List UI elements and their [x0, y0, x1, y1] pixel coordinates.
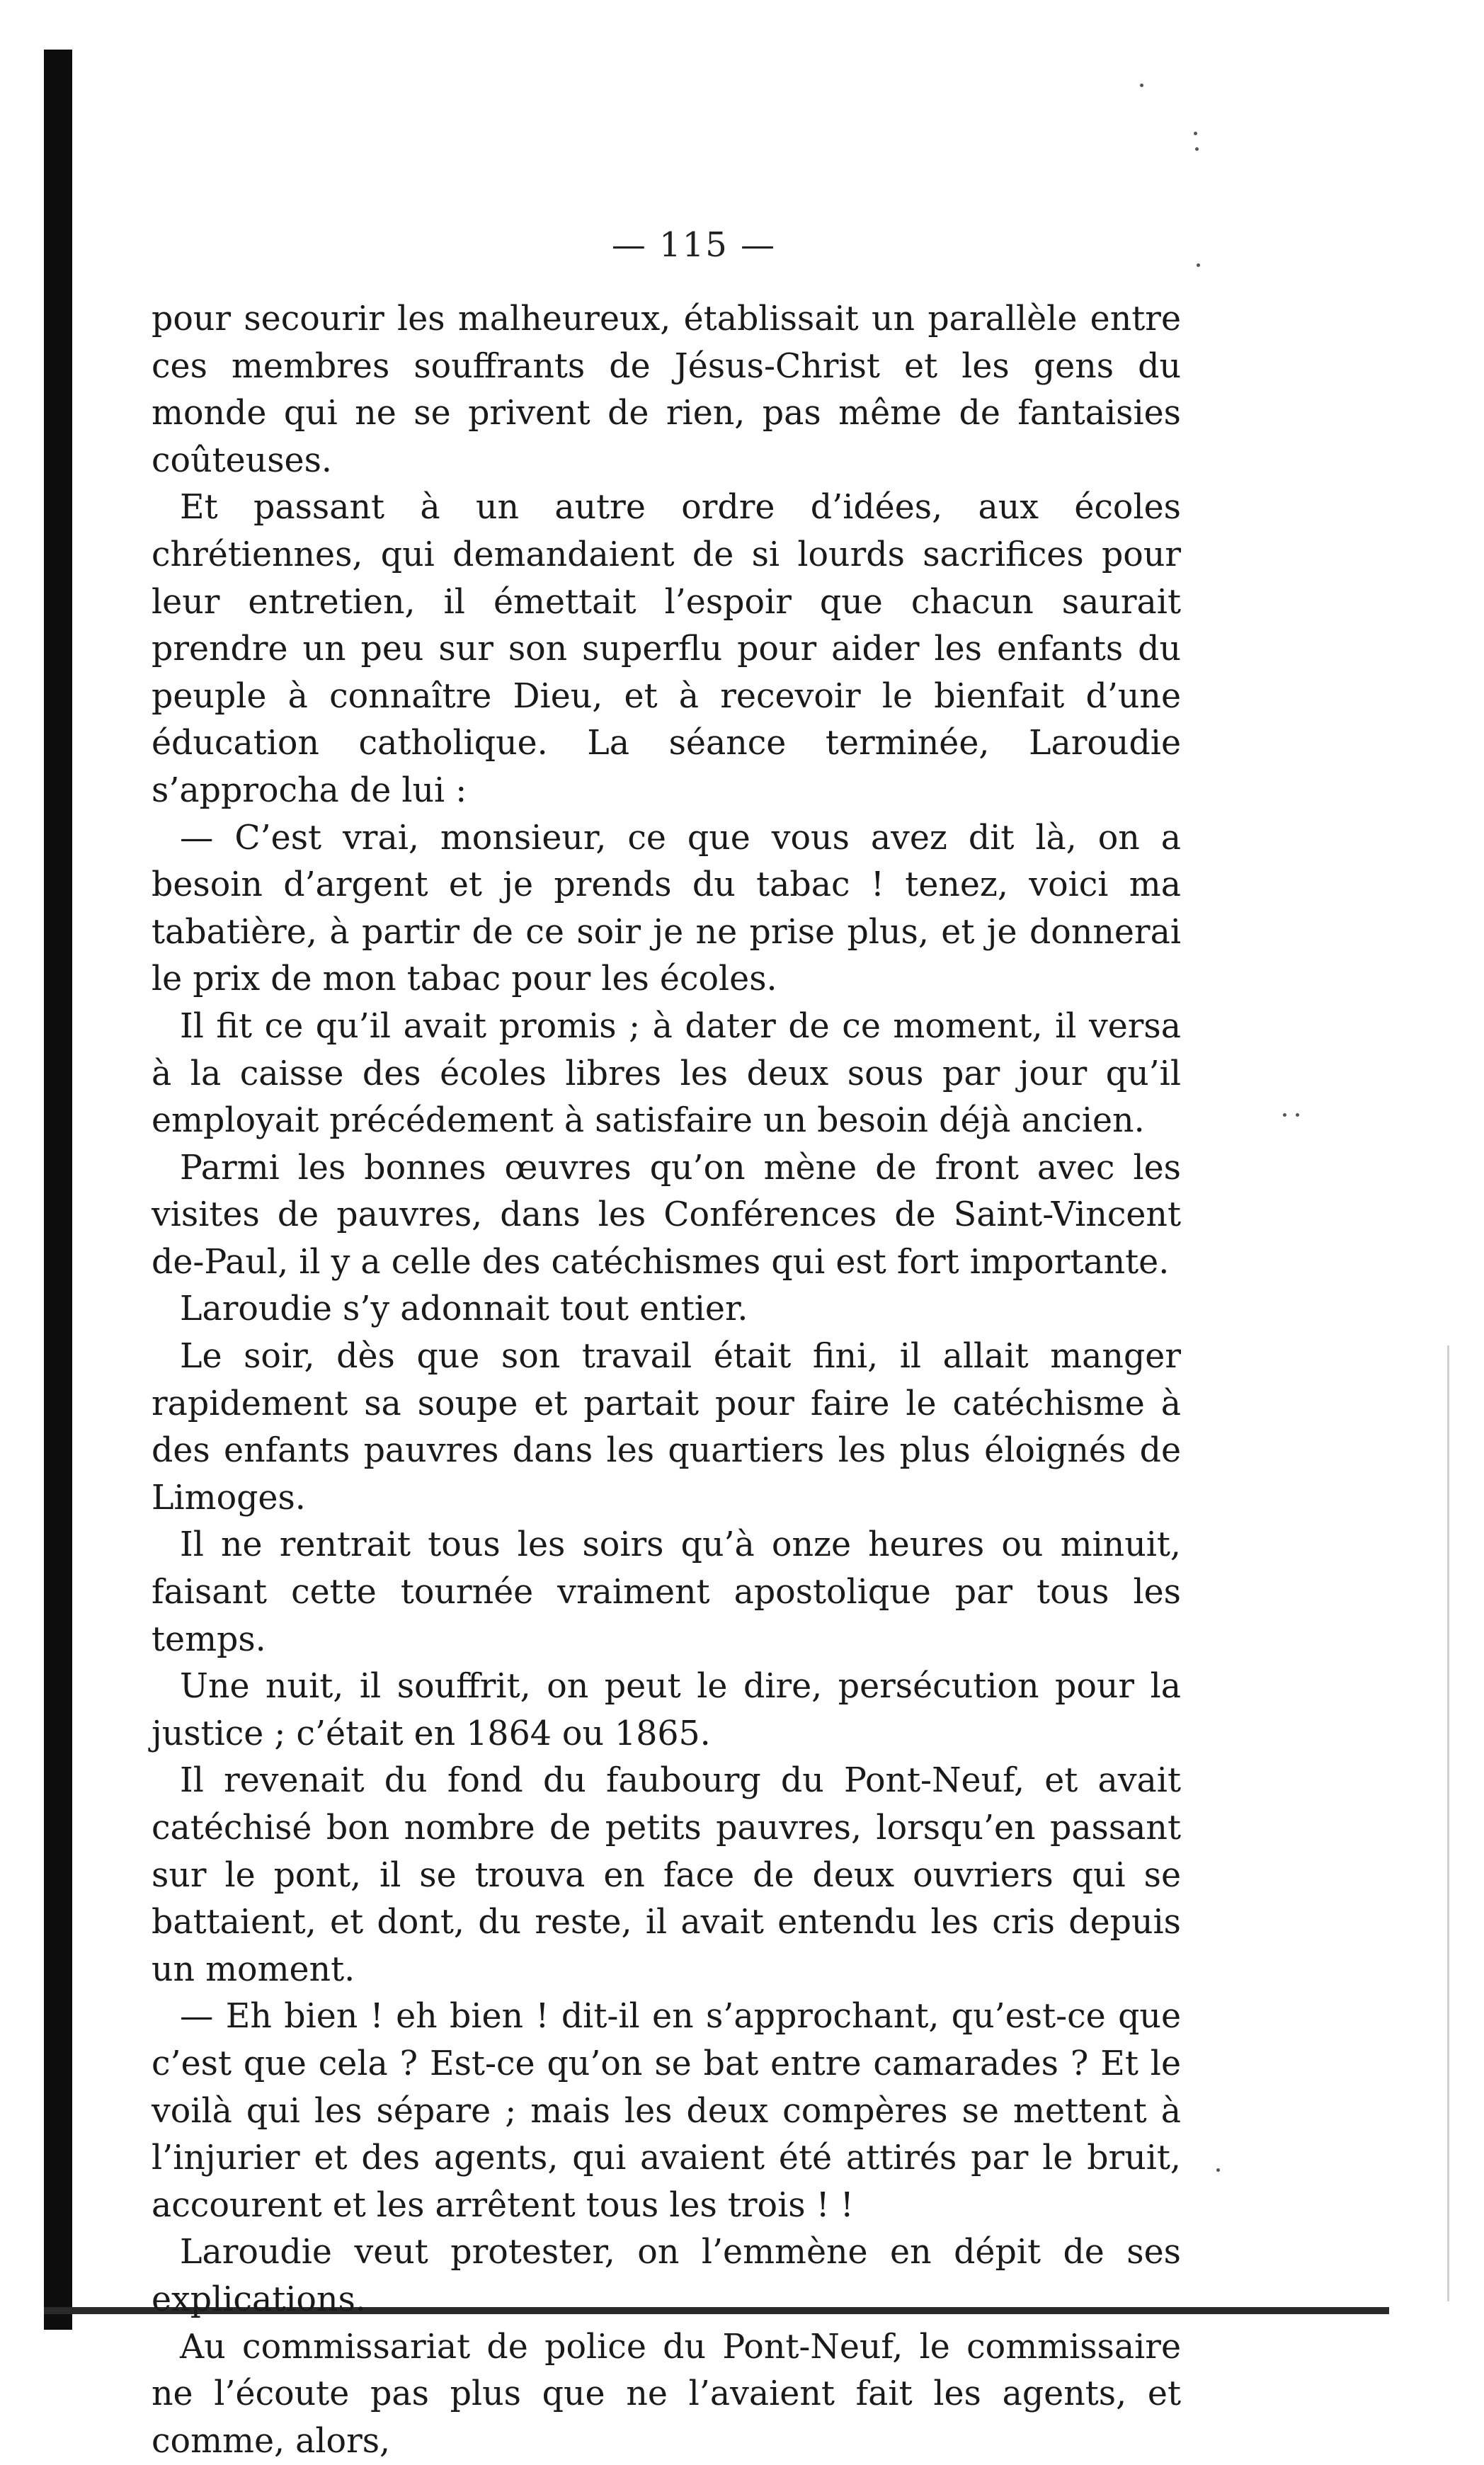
- page-body: [152, 296, 1181, 2465]
- paragraph: Et passant à un autre ordre d’idées, aux écoles chrétiennes, qui demandaient de si lourds sacrifices pour leur entretien, il émettait l’espoir que chacun saurait prendre un peu sur son superflu pour aider les enfants du peuple à connaître Dieu, et à recevoir le bienfait d’une éducation catholique. La séance terminée, Laroudie s’approcha de lui :: [152, 488, 1181, 810]
- paragraph: — Eh bien ! eh bien ! dit-il en s’approchant, qu’est-ce que c’est que cela ? Est-ce qu’on se bat entre camarades ? Et le voilà qui les sépare ; mais les deux compères se mettent à l’injurier et des agents, qui avaient été attirés par le bruit, accourent et les arrêtent tous les trois ! !: [152, 1997, 1181, 2225]
- scan-speck: [1195, 147, 1199, 151]
- paragraph: Il revenait du fond du faubourg du Pont-Neuf, et avait catéchisé bon nombre de petits pauvres, lorsqu’en passant sur le pont, il se trouva en face de deux ouvriers qui se battaient, et dont, du reste, il avait entendu les cris depuis un moment.: [152, 1761, 1181, 1989]
- page-number: — 115 —: [611, 225, 777, 265]
- scan-speck: [1296, 1113, 1299, 1117]
- scan-speck: [1140, 84, 1143, 87]
- paragraph: Il ne rentrait tous les soirs qu’à onze heures ou minuit, faisant cette tournée vraiment apostolique par tous les temps.: [152, 1525, 1181, 1659]
- paragraph: pour secourir les malheureux, établissait un parallèle entre ces membres souffrants de Jésus-Christ et les gens du monde qui ne se privent de rien, pas même de fantaisies coûteuses.: [152, 300, 1181, 480]
- paragraph: Laroudie veut protester, on l’emmène en dépit de ses explications.: [152, 2233, 1181, 2319]
- paragraph: Laroudie s’y adonnait tout entier.: [180, 1290, 748, 1329]
- scan-speck: [1283, 1113, 1286, 1117]
- scan-right-edge: [1447, 1345, 1449, 2301]
- scan-binding-edge: [44, 50, 72, 2330]
- paragraph: — C’est vrai, monsieur, ce que vous avez dit là, on a besoin d’argent et je prends du tabac ! tenez, voici ma tabatière, à partir de ce soir je ne prise plus, et je donnerai le prix de mon tabac pour les écoles.: [152, 818, 1181, 999]
- scan-speck: [1194, 132, 1197, 135]
- paragraph: Parmi les bonnes œuvres qu’on mène de front avec les visites de pauvres, dans les Conférences de Saint-Vincent de-Paul, il y a celle des catéchismes qui est fort importante.: [152, 1148, 1181, 1282]
- paragraph: Le soir, dès que son travail était fini, il allait manger rapidement sa soupe et partait pour faire le catéchisme à des enfants pauvres dans les quartiers les plus éloignés de Limoges.: [152, 1337, 1181, 1518]
- paragraph: Il fit ce qu’il avait promis ; à dater de ce moment, il versa à la caisse des écoles libres les deux sous par jour qu’il employait précédement à satisfaire un besoin déjà ancien.: [152, 1006, 1181, 1141]
- paragraph: Au commissariat de police du Pont-Neuf, le commissaire ne l’écoute pas plus que ne l’avaient fait les agents, et comme, alors,: [152, 2327, 1181, 2461]
- paragraph: Une nuit, il souffrit, on peut le dire, persécution pour la justice ; c’était en 1864 ou 1865.: [152, 1667, 1181, 1753]
- scan-speck: [1216, 2168, 1220, 2172]
